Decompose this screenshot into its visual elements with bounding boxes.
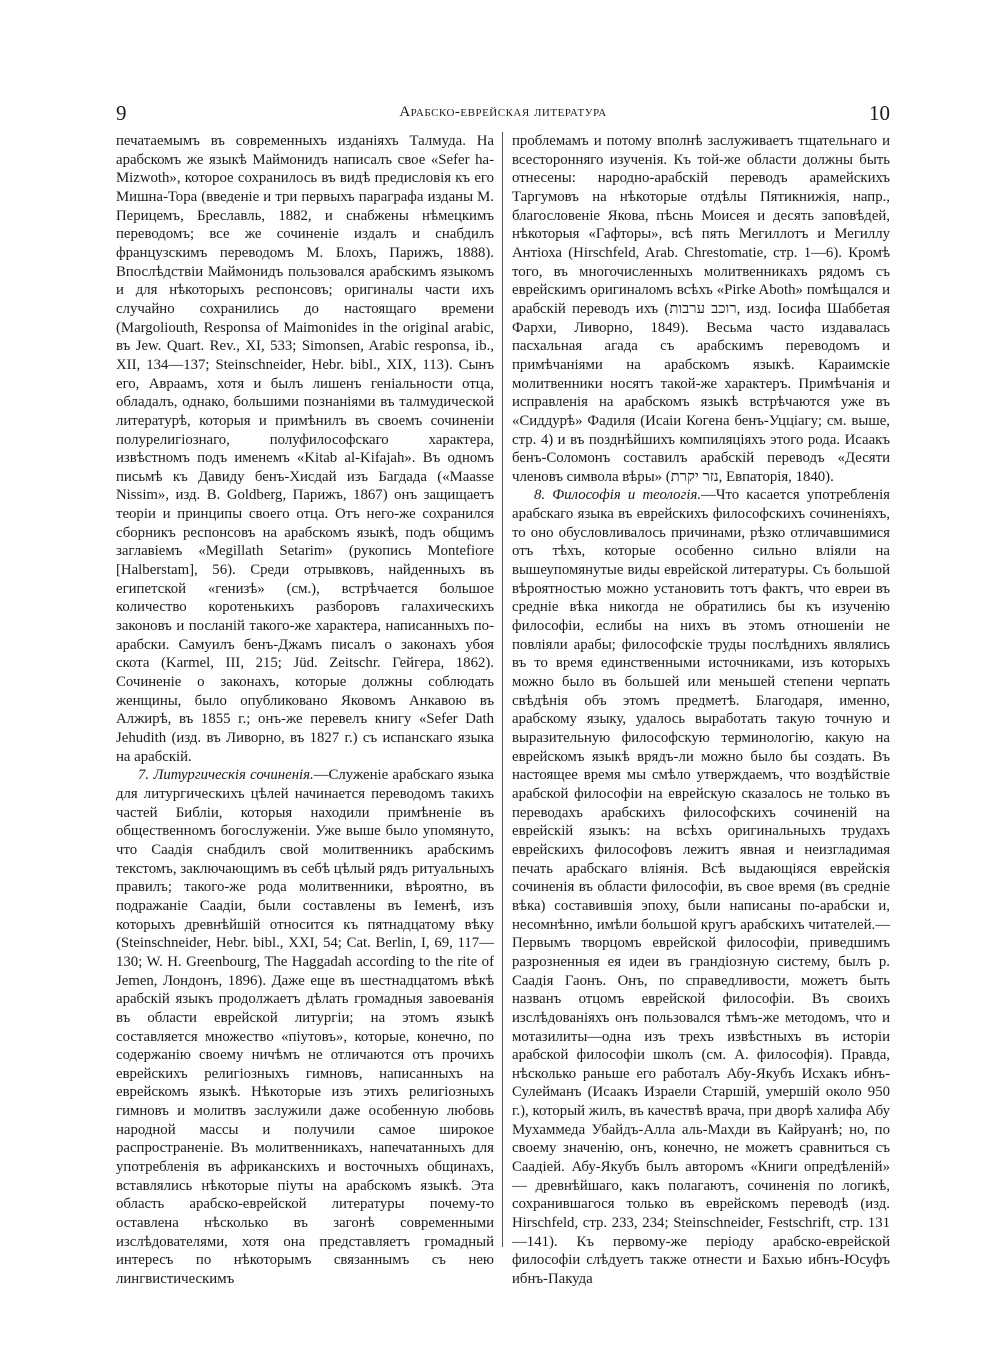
section-7-title: 7. Литургическія сочиненія. — [138, 767, 314, 784]
left-column — [116, 132, 494, 1288]
page-header — [116, 101, 890, 125]
section-8-paragraph — [512, 486, 890, 1288]
page-number-left: 9 — [116, 101, 127, 125]
section-7-text: —Служеніе арабскаго языка для литургическихъ цѣлей начинается переводомъ такихъ частей Библіи, которыя находили примѣненіе въ общественномъ богослуженіи. Уже выше было упомянуто, что Саадія снабдилъ свой молитвенникъ арабскимъ текстомъ, заключающимъ въ себѣ цѣлый рядъ ритуальныхъ правилъ; такого-же рода молитвенники, вѣроятно, въ подражаніе Саадіи, были составлены въ Іеменѣ, изъ которыхъ древнѣйшій относится къ пятнадцатому вѣку (Steinschneider, Hebr. bibl., XXI, 54; Cat. Berlin, I, 69, 117—130; W. H. Greenbourg, The Haggadah according to the rite of Jemen, Лондонъ, 1896). Даже еще въ шестнадцатомъ вѣкѣ арабскій языкъ продолжаетъ дѣлать громадныя завоеванія въ области еврейской литургіи; на этомъ языкѣ составляется множество «піутовъ», которые, конечно, по содержанію своему ничѣмъ не отличаются отъ прочихъ еврейскихъ религіозныхъ гимновъ, написанныхъ на еврейскомъ языкѣ. Нѣкоторые изъ этихъ религіозныхъ гимновъ и молитвъ заслужили даже особенную любовь народной массы и получили самое широкое распространеніе. Въ молитвенникахъ, напечатанныхъ для употребленія въ африканскихъ и восточныхъ общинахъ, вставлялись нѣкоторые піуты на арабскомъ языкѣ. Эта область арабско-еврейской литературы почему-то оставлена нѣсколько въ загонѣ современными изслѣдователями, хотя она представляетъ громадный интересъ по нѣкоторымъ связаннымъ съ нею лингвистическимъ — [116, 767, 494, 1288]
running-title: Арабско-еврейская литература — [399, 104, 607, 120]
section-8-title: 8. Философія и теологія. — [534, 487, 702, 504]
column-divider — [502, 132, 503, 1247]
paragraph-liturgy-continued: проблемамъ и потому вполнѣ заслуживаетъ тщательнаго и всесторонняго изученія. Къ той-же области должны быть отнесены: народно-арабскій переводъ арамейскихъ Таргумовъ на нѣкоторые отдѣлы Пятикнижія, напр., благословеніе Якова, пѣснь Моисея и десять заповѣдей, нѣкоторыя «Гафторы», всѣ пять Мегиллотъ и Мегиллу Антіоха (Hirschfeld, Arab. Chrestomatie, стр. 1—6). Кромѣ того, въ многочисленныхъ молитвенникахъ рядомъ съ еврейскимъ оригиналомъ всѣхъ «Pirke Aboth» помѣщался и арабскій переводъ ихъ (רוכב ערבות, изд. Іосифа Шаббетая Фархи, Ливорно, 1849). Весьма часто издавалась пасхальная агада съ арабскимъ переводомъ и примѣчаніями на арабскомъ языкѣ. Караимскіе молитвенники носятъ такой-же характеръ. Примѣчанія и исправленія на арабскомъ языкѣ встрѣчаются уже въ «Сиддурѣ» Фадиля (Исаіи Когена бенъ-Уцціагу; см. выше, стр. 4) и въ позднѣйшихъ компиляціяхъ этого рода. Исаакъ бенъ-Соломонъ составилъ арабскій переводъ «Десяти членовъ символа вѣры» (נזר יקרת, Евпаторія, 1840). — [512, 133, 890, 485]
page-number-right: 10 — [869, 101, 890, 125]
right-column — [512, 132, 890, 1288]
section-7-paragraph — [116, 766, 494, 1288]
paragraph-maimonides: печатаемымъ въ современныхъ изданіяхъ Талмуда. На арабскомъ же языкѣ Маймонидъ написалъ свое «Sefer ha-Mizwoth», которое сохранилось въ видѣ предисловія къ его Мишна-Тора (введеніе и три первыхъ параграфа изданы М. Перицемъ, Бреславль, 1882, и снабжены нѣмецкимъ переводомъ; все же сочиненіе издалъ и снабдилъ французскимъ переводомъ М. Блохъ, Парижъ, 1888). Впослѣдствіи Маймонидъ пользовался арабскимъ языкомъ и для нѣкоторыхъ респонсовъ; оригиналы части ихъ случайно сохранились до настоящаго времени (Margoliouth, Responsa of Maimonides in the original arabic, въ Jew. Quart. Rev., XI, 533; Simonsen, Arabic responsa, ib., XII, 134—137; Steinschneider, Hebr. bibl., XIX, 113). Сынъ его, Авраамъ, хотя и былъ лишенъ геніальности отца, обладалъ, однако, большими познаніями въ талмудической литературѣ, которыя и примѣнилъ въ своемъ сочиненіи полурелигіознаго, полуфилософскаго характера, извѣстномъ подъ именемъ «Kitab al-Kifajah». Въ одномъ письмѣ къ Давиду бенъ-Хисдай изъ Багдада («Maasse Nissim», изд. B. Goldberg, Парижъ, 1867) онъ защищаетъ теоріи и принципы своего отца. Отъ него-же сохранился сборникъ респонсовъ на арабскомъ языкѣ, подъ общимъ заглавіемъ «Megillath Setarim» (рукопись Montefiore [Halberstam], 56). Среди отрывковъ, найденныхъ въ египетской «генизѣ» (см.), встрѣчается большое количество коротенькихъ разборовъ галахическихъ законовъ и посланій такого-же характера, написанныхъ по-арабски. Самуилъ бенъ-Джамъ писалъ о законахъ убоя скота (Karmel, III, 215; Jüd. Zeitschr. Гейгера, 1862). Сочиненіе о законахъ, которые должны соблюдать женщины, было опубликовано Яковомъ Анкавою въ Алжирѣ, въ 1855 г.; онъ-же перевелъ книгу «Sefer Dath Jehudith (изд. въ Ливорно, въ 1827 г.) съ испанскаго языка на арабскій. — [116, 133, 494, 765]
section-8-text: —Что касается употребленія арабскаго языка въ еврейскихъ философскихъ сочиненіяхъ, то оно обусловливалось причинами, рѣзко отличавшимися отъ тѣхъ, которые особенно сильно вліяли на вышеупомянутые виды еврейской литературы. Съ большой вѣроятностью можно установить тотъ фактъ, что евреи въ средніе вѣка никогда не обратились бы къ изученію философіи, еслибы на нихъ въ этомъ отношеніи не повліяли арабы; философскіе труды послѣднихъ являлись въ то время единственными источниками, изъ которыхъ можно было въ большей или меньшей степени черпать свѣдѣнія объ этомъ предметѣ. Благодаря, именно, арабскому языку, удалось выработать такую точную и выразительную философскую терминологію, какую на еврейскомъ языкѣ врядъ-ли можно было бы создать. Въ настоящее время мы смѣло утверждаемъ, что воздѣйствіе арабской философіи на еврейскую сказалось не только въ переводахъ арабскихъ философскихъ сочиненій на еврейскій языкъ: на всѣхъ оригинальныхъ трудахъ еврейскихъ философовъ лежитъ явная и неизгладимая печать арабскаго вліянія. Всѣ выдающіяся еврейскія сочиненія въ области философіи, въ свое время (въ средніе вѣка) составившія эпоху, были написаны по-арабски и, несомнѣнно, имѣли большой кругъ арабскихъ читателей.—Первымъ творцомъ еврейской философіи, приведшимъ разрозненныя ея идеи въ грандіозную систему, былъ р. Саадія Гаонъ. Онъ, по справедливости, можетъ быть названъ отцомъ еврейской философіи. Въ своихъ изслѣдованіяхъ онъ пользовался тѣмъ-же методомъ, что и мотазилиты—одна изъ трехъ извѣстныхъ въ исторіи арабской философіи школъ (см. А. философія). Правда, нѣсколько раньше его работалъ Абу-Якубъ Исхакъ ибнъ-Сулейманъ (Исаакъ Израели Старшій, умершій около 950 г.), который жилъ, въ качествѣ врача, при дворѣ халифа Абу Мухаммеда Убайдъ-Алла аль-Махди въ Кайруанѣ; но, по своему значенію, онъ, конечно, не можетъ сравниться съ Саадіей. Абу-Якубъ былъ авторомъ «Книги опредѣленій» — древнѣйшаго, какъ полагаютъ, сочиненія по логикѣ, сохранившагося только въ еврейскомъ переводѣ (изд. Hirschfeld, стр. 233, 234; Steinschneider, Festschrift, стр. 131—141). Къ первому-же періоду арабско-еврейской философіи слѣдуетъ также отнести и Бахью ибнъ-Юсуфъ ибнъ-Пакуда — [512, 487, 890, 1288]
